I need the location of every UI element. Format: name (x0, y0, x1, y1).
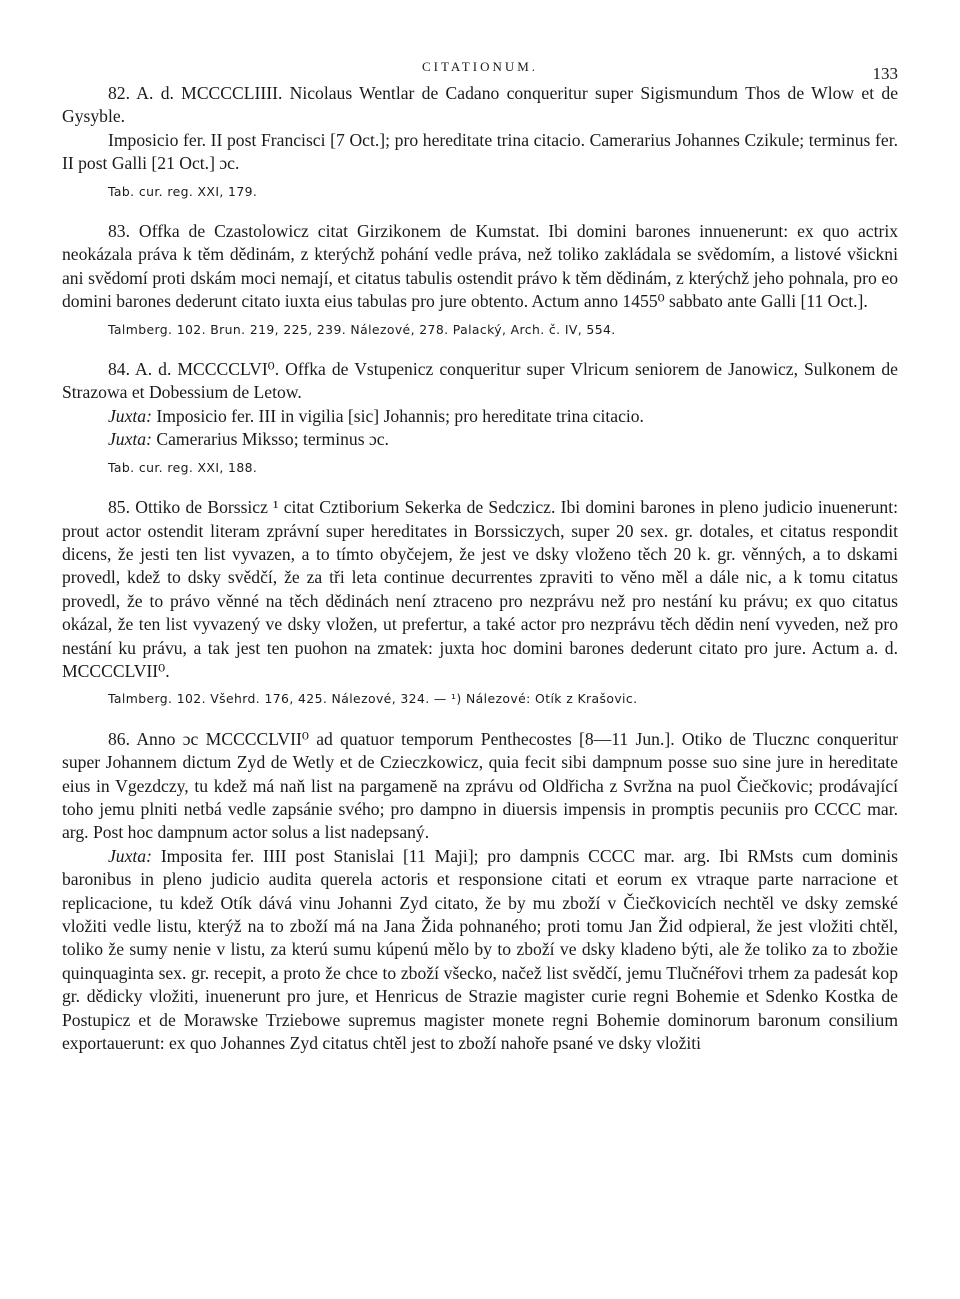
entry (62, 82, 898, 203)
entry-paragraph (62, 82, 898, 129)
source-citation: Tab. cur. reg. XXI, 188. (108, 459, 258, 475)
paragraph-text: Imposita fer. IIII post Stanislai [11 Maji]; pro dampnis CCCC mar. arg. Ibi RMsts cum dominis baronibus in pleno judicio audita querela actoris et responsione citati et eorum ex vtraque parte narracione et replicacione, tu kdež Otík dává vinu Johanni Zyd citato, že by mu zboží v Čiečkovicích nechtěl ve dsky zemské vložiti vedle listu, kterýž na to zboží má na Jana Žida pohnaného; proti tomu Jan Žid odpieral, že jest vložiti chtěl, toliko že sumy nenie v listu, za kterú sumu kúpenú mělo by to zboží ve dsky kladeno býti, ale že toliko za to zbožie quinquaginta sex. gr. recepit, a proto že chce to zboží všecko, načež list svědčí, jemu Tlučnéřovi trhem za padesát kop gr. dědicky vložiti, inuenerunt pro jure, et Henricus de Strazie magister curie regni Bohemie et Sdenko Kostka de Postupicz et de Morawske Trziebowe supremus magister monete regni Bohemie dominorum baronum consilium exportauerunt: ex quo Johannes Zyd citatus chtěl jest to zboží nahoře psané ve dsky vložiti (62, 845, 899, 1054)
paragraph-text: Imposicio fer. II post Francisci [7 Oct.]; pro hereditate trina citacio. Camerarius Johannes Czikule; terminus fer. II post Galli [21 Oct.] ɔc. (62, 129, 898, 174)
entry (62, 496, 898, 711)
paragraph-text: 83. Offka de Czastolowicz citat Girzikonem de Kumstat. Ibi domini barones innuenerunt: ex quo actrix neokázala práva k těm dědinám, z kterýchž pohání vedle práva, než toliko zakládala se svědomím, a listové všickni ani svědomí proti dskám moci nemají, et citatus tabulis ostendit právo k těm dědinám, z kterýchž jeho pohnala, pro eo domini barones dederunt citato iuxta eius tabulas pro jure obtento. Actum anno 1455⁰ sabbato ante Galli [11 Oct.]. (62, 221, 898, 312)
paragraph-text: 85. Ottiko de Borssicz ¹ citat Cztiborium Sekerka de Sedczicz. Ibi domini barones in pleno judicio inuenerunt: prout actor ostendit literam zprávní super hereditates in Borssiczych, super 20 sex. gr. dotales, et citatus respondit dicens, že jesti ten list vyvazen, a to tímto obyčejem, že jest ve dsky vloženo těch 20 k. gr. věnných, a to dskami provedl, kdež to dsky svědčí, že za tři leta continue decurrentes zpraviti to věno měl a dále nic, a k tomu citatus provedl, že to právo věnné na těch dědinách není ztraceno pro nezprávu než pro nestání ku právu; ex quo citatus okázal, že ten list vyvazený ve dsky vložen, ut prefertur, a také actor pro nezprávu těch dědin není vyveden, než pro nestání ku právu, a tak jest ten puohon na zmatek: juxta hoc domini barones dederunt citato pro jure. Actum a. d. MCCCCLVII⁰. (62, 497, 898, 681)
page-number: 133 (872, 64, 898, 83)
paragraph-text: Imposicio fer. III in vigilia [sic] Johannis; pro hereditate trina citacio. (156, 405, 644, 426)
running-title: CITATIONUM. (421, 59, 539, 74)
paragraph-text: 82. A. d. MCCCCLIIII. Nicolaus Wentlar de Cadano conqueritur super Sigismundum Thos de Wlow et de Gysyble. (62, 83, 898, 127)
source-citation: Tab. cur. reg. XXI, 179. (108, 183, 258, 199)
entry (62, 358, 898, 479)
entry-paragraph (62, 728, 898, 845)
entry-paragraph (62, 358, 898, 405)
paragraph-text: 84. A. d. MCCCCLVI⁰. Offka de Vstupenicz conqueritur super Vlricum seniorem de Janowicz, Sulkonem de Strazowa et Dobessium de Letow. (62, 359, 898, 403)
juxta-label: Juxta: (108, 405, 152, 426)
entry-paragraph (62, 428, 898, 451)
entry (62, 728, 898, 1056)
entry-paragraph (62, 496, 898, 683)
entry-paragraph (62, 845, 898, 1056)
paragraph-text: 86. Anno ɔc MCCCCLVII⁰ ad quatuor temporum Penthecostes [8—11 Jun.]. Otiko de Tlucznc conqueritur super Johannem dictum Zyd de Wetly et de Czieczkowicz, quia fecit sibi dampnum posse suo sine jure in hereditate eius in Vgezdczy, tu kdež má naň list na pargamenĕ na zprávu od Oldřicha z Svržna na puol Čiečkovic; prodávající toho jemu plniti netbá vedle zapsánie svého; pro dampno in diuersis impensis in promptis pecuniis pro CCCC mar. arg. Post hoc dampnum actor solus a list nadepsaný. (62, 728, 898, 843)
paragraph-text: Camerarius Miksso; terminus ɔc. (156, 429, 389, 450)
source-citation: Talmberg. 102. Všehrd. 176, 425. Nálezové, 324. — ¹) Nálezové: Otík z Krašovic. (108, 691, 638, 707)
entries-list (62, 82, 898, 1055)
entry (62, 220, 898, 341)
entry-paragraph (62, 405, 898, 428)
juxta-label: Juxta: (108, 429, 152, 450)
source-citation: Talmberg. 102. Brun. 219, 225, 239. Nálezové, 278. Palacký, Arch. č. IV, 554. (108, 321, 616, 337)
page-header (62, 52, 898, 82)
entry-paragraph (62, 220, 898, 314)
juxta-label: Juxta: (108, 845, 152, 866)
entry-paragraph (62, 129, 898, 176)
